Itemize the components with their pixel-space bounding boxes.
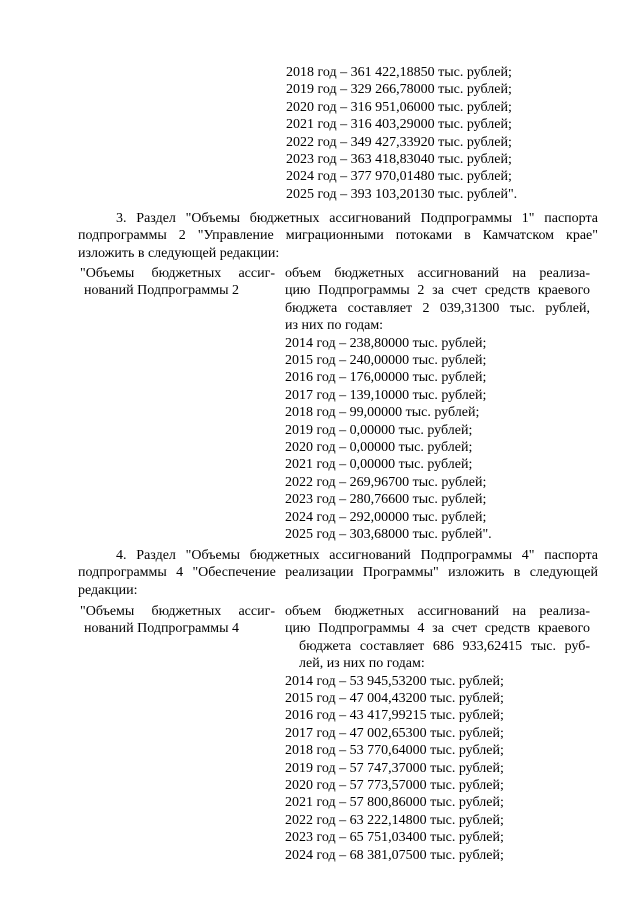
- year-line: 2019 год – 329 266,78000 тыс. рублей;: [286, 82, 512, 98]
- year-line: 2021 год – 316 403,29000 тыс. рублей;: [286, 117, 512, 133]
- paragraph-line: изложить в следующей редакции:: [78, 245, 280, 261]
- year-line: 2015 год – 240,00000 тыс. рублей;: [285, 353, 487, 369]
- year-line: 2014 год – 53 945,53200 тыс. рублей;: [285, 673, 504, 689]
- year-line: 2024 год – 68 381,07500 тыс. рублей;: [285, 847, 504, 863]
- year-line: 2020 год – 316 951,06000 тыс. рублей;: [286, 99, 512, 115]
- year-line: 2014 год – 238,80000 тыс. рублей;: [285, 335, 487, 351]
- year-line: 2015 год – 47 004,43200 тыс. рублей;: [285, 691, 504, 707]
- top-year-list: [286, 64, 517, 203]
- paragraph-line: 4. Раздел "Объемы бюджетных ассигнований Подпрограммы 4" паспорта: [116, 548, 598, 563]
- year-line: 2021 год – 57 800,86000 тыс. рублей;: [285, 795, 504, 811]
- year-line: 2023 год – 65 751,03400 тыс. рублей;: [285, 830, 504, 846]
- section3-intro: [78, 210, 598, 262]
- year-line: 2017 год – 47 002,65300 тыс. рублей;: [285, 725, 504, 741]
- year-line: 2018 год – 361 422,18850 тыс. рублей;: [286, 65, 512, 80]
- cell-line: цию Подпрограммы 4 за счет средств краевого: [285, 621, 590, 637]
- paragraph-line: 3. Раздел "Объемы бюджетных ассигнований Подпрограммы 1" паспорта: [116, 211, 598, 226]
- year-line: 2018 год – 99,00000 тыс. рублей;: [285, 405, 480, 421]
- year-line: 2019 год – 57 747,37000 тыс. рублей;: [285, 760, 504, 776]
- cell-line: "Объемы бюджетных ассиг-: [80, 604, 275, 619]
- section4-right-cell: [285, 603, 590, 864]
- cell-line: нований Подпрограммы 2: [84, 283, 240, 299]
- cell-line: лей, из них по годам:: [299, 656, 425, 672]
- year-line: 2024 год – 292,00000 тыс. рублей;: [285, 509, 487, 525]
- year-line: 2019 год – 0,00000 тыс. рублей;: [285, 422, 473, 438]
- year-line: 2018 год – 53 770,64000 тыс. рублей;: [285, 743, 504, 759]
- year-line: 2025 год – 393 103,20130 тыс. рублей".: [286, 186, 518, 202]
- year-line: 2022 год – 349 427,33920 тыс. рублей;: [286, 134, 512, 150]
- year-line: 2020 год – 57 773,57000 тыс. рублей;: [285, 778, 504, 794]
- year-line: 2020 год – 0,00000 тыс. рублей;: [285, 440, 473, 456]
- year-line: 2023 год – 280,76600 тыс. рублей;: [285, 492, 487, 508]
- cell-line: бюджета составляет 2 039,31300 тыс. рублей,: [285, 300, 590, 316]
- paragraph-line: подпрограммы 2 "Управление миграционными потоками в Камчатском крае": [78, 228, 598, 244]
- cell-line: объем бюджетных ассигнований на реализа-: [285, 604, 590, 619]
- section3-right-cell: [285, 265, 590, 544]
- cell-line: "Объемы бюджетных ассиг-: [80, 266, 275, 281]
- year-line: 2016 год – 43 417,99215 тыс. рублей;: [285, 708, 504, 724]
- section4-intro: [78, 547, 598, 599]
- year-line: 2023 год – 363 418,83040 тыс. рублей;: [286, 152, 512, 168]
- year-line: 2017 год – 139,10000 тыс. рублей;: [285, 387, 487, 403]
- paragraph-line: редакции:: [78, 582, 138, 598]
- cell-line: бюджета составляет 686 933,62415 тыс. руб-: [299, 638, 590, 654]
- year-line: 2016 год – 176,00000 тыс. рублей;: [285, 370, 487, 386]
- cell-line: из них по годам:: [285, 318, 384, 334]
- year-line: 2025 год – 303,68000 тыс. рублей".: [285, 527, 492, 543]
- year-line: 2024 год – 377 970,01480 тыс. рублей;: [286, 169, 512, 185]
- cell-line: объем бюджетных ассигнований на реализа-: [285, 266, 590, 281]
- year-line: 2022 год – 269,96700 тыс. рублей;: [285, 474, 487, 490]
- section4-left-cell: [80, 603, 275, 638]
- cell-line: нований Подпрограммы 4: [84, 621, 240, 637]
- section3-left-cell: [80, 265, 275, 300]
- paragraph-line: подпрограммы 4 "Обеспечение реализации Программы" изложить в следующей: [78, 565, 598, 581]
- year-line: 2022 год – 63 222,14800 тыс. рублей;: [285, 812, 504, 828]
- cell-line: цию Подпрограммы 2 за счет средств краевого: [285, 283, 590, 299]
- year-line: 2021 год – 0,00000 тыс. рублей;: [285, 457, 473, 473]
